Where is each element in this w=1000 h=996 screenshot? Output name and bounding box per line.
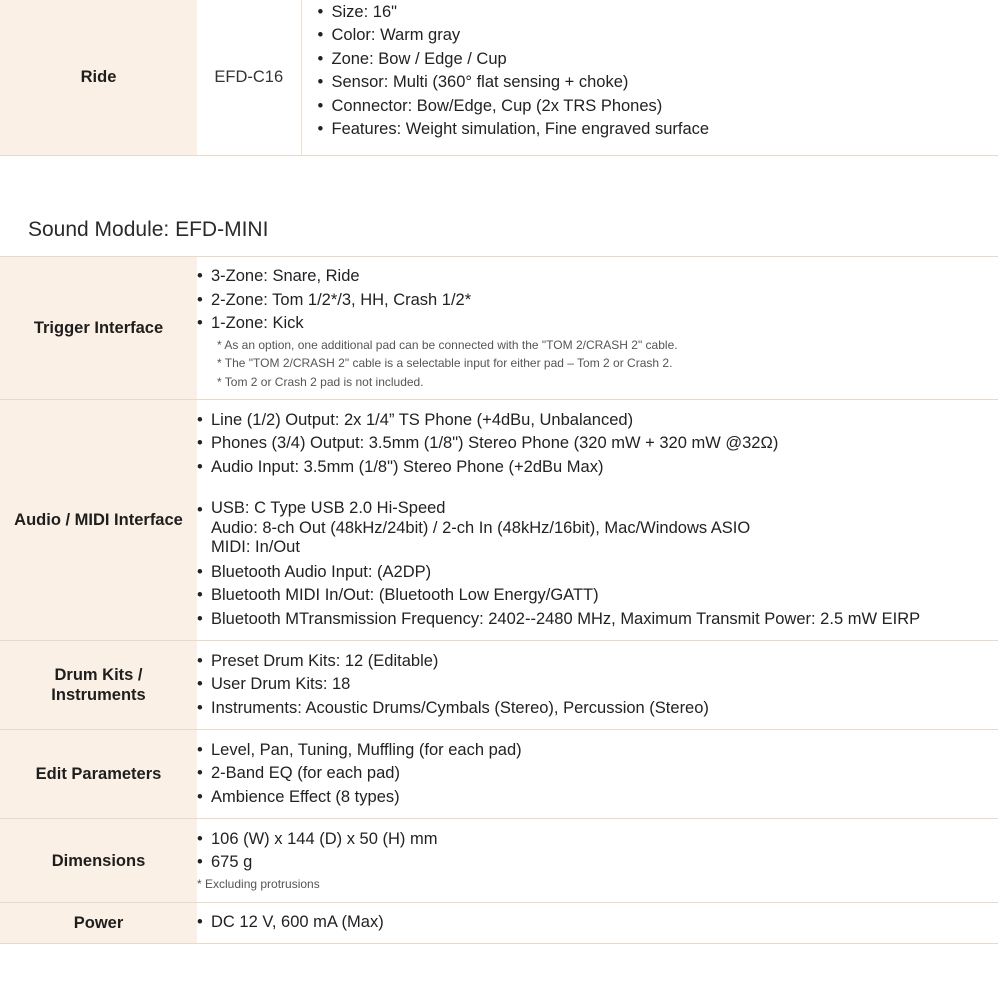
kits-list xyxy=(197,650,998,721)
edit-label: Edit Parameters xyxy=(0,730,197,819)
list-item: • 3-Zone: Snare, Ride xyxy=(197,265,998,289)
list-item: • 1-Zone: Kick xyxy=(197,312,998,336)
list-item: • Sensor: Multi (360° flat sensing + choke) xyxy=(318,71,999,95)
list-item-usb xyxy=(197,499,998,558)
dimensions-details xyxy=(197,819,998,903)
list-item: • Bluetooth MTransmission Frequency: 2402--2480 MHz, Maximum Transmit Power: 2.5 mW EIRP xyxy=(197,608,998,632)
trigger-row xyxy=(0,257,998,400)
list-item: • Size: 16" xyxy=(318,1,999,25)
audio-details xyxy=(197,400,998,641)
trigger-label: Trigger Interface xyxy=(0,257,197,400)
trigger-list xyxy=(197,265,998,336)
list-item: • User Drum Kits: 18 xyxy=(197,673,998,697)
ride-model: EFD-C16 xyxy=(197,0,301,155)
kits-label-line: Instruments xyxy=(51,686,146,704)
list-item: • Bluetooth MIDI In/Out: (Bluetooth Low Energy/GATT) xyxy=(197,584,998,608)
trigger-notes xyxy=(197,336,998,392)
usb-audio-line: Audio: 8-ch Out (48kHz/24bit) / 2-ch In (48kHz/16bit), Mac/Windows ASIO xyxy=(211,518,751,537)
list-item: • Features: Weight simulation, Fine engraved surface xyxy=(318,118,999,142)
audio-label: Audio / MIDI Interface xyxy=(0,400,197,641)
list-item: • Color: Warm gray xyxy=(318,24,999,48)
dimensions-row xyxy=(0,819,998,903)
power-row xyxy=(0,903,998,944)
note: * As an option, one additional pad can be connected with the "TOM 2/CRASH 2" cable. xyxy=(217,337,678,352)
list-item: • 2-Band EQ (for each pad) xyxy=(197,762,998,786)
list-item: • 675 g xyxy=(197,851,998,875)
list-item: • Bluetooth Audio Input: (A2DP) xyxy=(197,561,998,585)
note: * The "TOM 2/CRASH 2" cable is a selectable input for either pad – Tom 2 or Crash 2. xyxy=(217,356,673,370)
section-title: Sound Module: EFD-MINI xyxy=(28,218,269,241)
edit-list xyxy=(197,739,998,810)
power-label: Power xyxy=(0,903,197,944)
power-list xyxy=(197,911,998,935)
ride-label: Ride xyxy=(0,0,197,155)
list-item: • Ambience Effect (8 types) xyxy=(197,786,998,810)
kits-label xyxy=(0,641,197,730)
ride-spec-table xyxy=(0,0,998,156)
dimensions-note: * Excluding protrusions xyxy=(197,876,320,891)
audio-list xyxy=(197,409,998,632)
usb-midi-line: MIDI: In/Out xyxy=(211,538,300,557)
list-item: • Line (1/2) Output: 2x 1/4” TS Phone (+4dBu, Unbalanced) xyxy=(197,409,998,433)
list-item: • Preset Drum Kits: 12 (Editable) xyxy=(197,650,998,674)
list-item: • Level, Pan, Tuning, Muffling (for each pad) xyxy=(197,739,998,763)
dimensions-label: Dimensions xyxy=(0,819,197,903)
list-item: • 2-Zone: Tom 1/2*/3, HH, Crash 1/2* xyxy=(197,289,998,313)
usb-line: • USB: C Type USB 2.0 Hi-Speed xyxy=(211,499,446,518)
ride-details xyxy=(301,0,998,155)
list-item: • Zone: Bow / Edge / Cup xyxy=(318,48,999,72)
trigger-details xyxy=(197,257,998,400)
edit-row xyxy=(0,730,998,819)
module-spec-table xyxy=(0,256,998,944)
list-item: • Phones (3/4) Output: 3.5mm (1/8") Stereo Phone (320 mW + 320 mW @32Ω) xyxy=(197,432,998,456)
dimensions-list xyxy=(197,828,998,875)
list-item: • 106 (W) x 144 (D) x 50 (H) mm xyxy=(197,828,998,852)
ride-row xyxy=(0,0,998,155)
list-item: • Audio Input: 3.5mm (1/8") Stereo Phone (+2dBu Max) xyxy=(197,456,998,480)
note: * Tom 2 or Crash 2 pad is not included. xyxy=(217,374,424,389)
audio-row xyxy=(0,400,998,641)
kits-label-line: Drum Kits / xyxy=(54,666,143,684)
list-item: • Instruments: Acoustic Drums/Cymbals (Stereo), Percussion (Stereo) xyxy=(197,697,998,721)
kits-details xyxy=(197,641,998,730)
kits-row xyxy=(0,641,998,730)
edit-details xyxy=(197,730,998,819)
list-item: • Connector: Bow/Edge, Cup (2x TRS Phones) xyxy=(318,95,999,119)
list-item: • DC 12 V, 600 mA (Max) xyxy=(197,911,998,935)
ride-list xyxy=(318,1,999,142)
power-details xyxy=(197,903,998,944)
